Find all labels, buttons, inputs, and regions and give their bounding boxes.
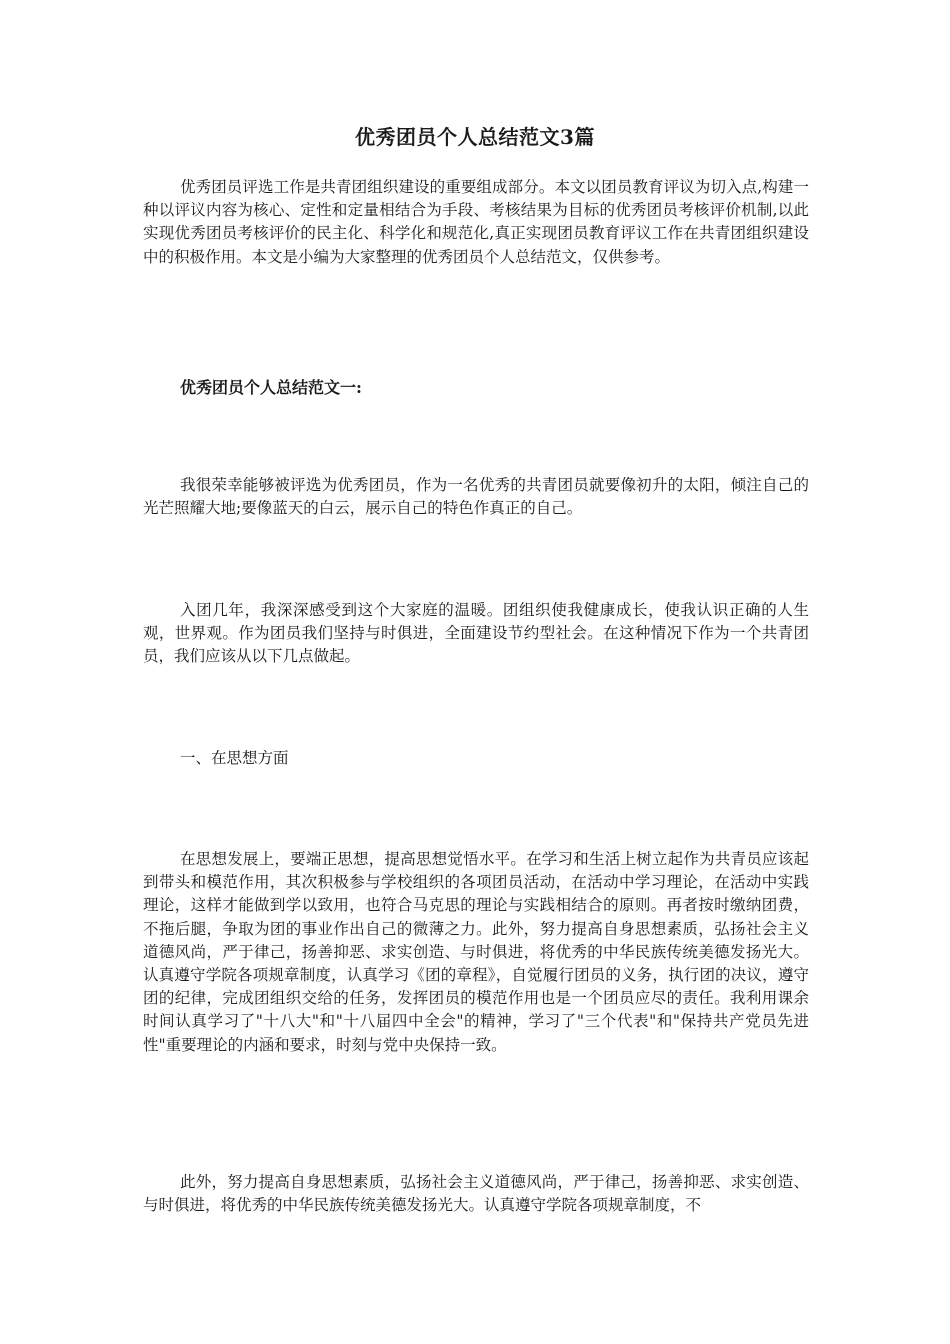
body-paragraph-3: 在思想发展上，要端正思想，提高思想觉悟水平。在学习和生活上树立起作为共青员应该起到带头和模范作用，其次积极参与学校组织的各项团员活动，在活动中学习理论，在活动中实践理论，这样才能做到学以致用，也符合马克思的理论与实践相结合的原则。再者按时缴纳团费，不拖后腿，争取为团的事业作出自己的微薄之力。此外，努力提高自身思想素质，弘扬社会主义道德风尚，严于律己，扬善抑恶、求实创造、与时俱进，将优秀的中华民族传统美德发扬光大。认真遵守学院各项规章制度，认真学习《团的章程》，自觉履行团员的义务，执行团的决议，遵守团的纪律，完成团组织交给的任务，发挥团员的模范作用也是一个团员应尽的责任。我利用课余时间认真学习了"十八大"和"十八届四中全会"的精神，学习了"三个代表"和"保持共产党员先进性"重要理论的内涵和要求，时刻与党中央保持一致。 [143, 850, 809, 1054]
body-paragraph-1: 我很荣幸能够被评选为优秀团员，作为一名优秀的共青团员就要像初升的太阳，倾注自己的光芒照耀大地;要像蓝天的白云，展示自己的特色作真正的自己。 [143, 476, 809, 518]
body-paragraph-4: 此外，努力提高自身思想素质，弘扬社会主义道德风尚，严于律己，扬善抑恶、求实创造、与时俱进，将优秀的中华民族传统美德发扬光大。认真遵守学院各项规章制度，不 [143, 1173, 809, 1215]
section-heading: 优秀团员个人总结范文一: [180, 378, 362, 397]
body-paragraph-2: 入团几年，我深深感受到这个大家庭的温暖。团组织使我健康成长，使我认识正确的人生观，世界观。作为团员我们坚持与时俱进，全面建设节约型社会。在这种情况下作为一个共青团员，我们应该从以下几点做起。 [143, 601, 809, 666]
subsection-heading: 一、在思想方面 [180, 749, 289, 767]
document-title: 优秀团员个人总结范文3篇 [355, 125, 595, 149]
intro-paragraph: 优秀团员评选工作是共青团组织建设的重要组成部分。本文以团员教育评议为切入点,构建一种以评议内容为核心、定性和定量相结合为手段、考核结果为目标的优秀团员考核评价机制,以此实现优秀团员考核评价的民主化、科学化和规范化,真正实现团员教育评议工作在共青团组织建设中的积极作用。本文是小编为大家整理的优秀团员个人总结范文，仅供参考。 [143, 178, 809, 266]
